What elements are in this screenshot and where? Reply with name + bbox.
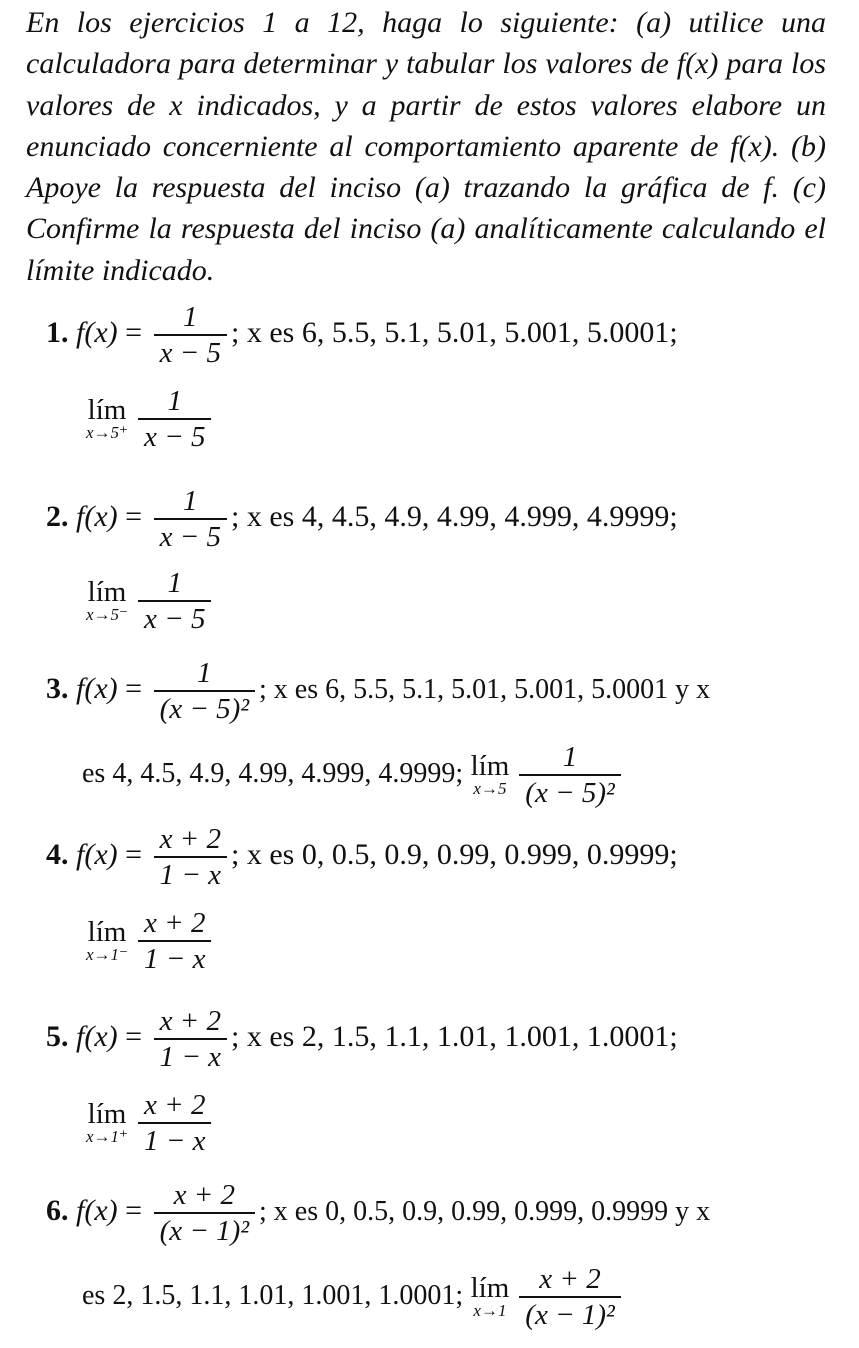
x-values: ; x es 0, 0.5, 0.9, 0.99, 0.999, 0.9999; <box>231 837 678 871</box>
exercise-number: 2. <box>46 499 69 533</box>
limit-subscript: x→5⁻ <box>86 605 129 624</box>
function-name: f(x) <box>76 671 118 705</box>
limit-subscript: x→5⁺ <box>86 423 129 442</box>
function-fraction <box>154 484 227 554</box>
function-name: f(x) <box>76 1019 118 1053</box>
fraction-numerator: x + 2 <box>144 907 206 939</box>
limit-word: lím <box>87 576 127 608</box>
exercise-3-function-line <box>46 656 711 725</box>
exercise-5-limit-line <box>86 1088 215 1157</box>
equals-sign: = <box>125 1019 143 1053</box>
limit-fraction <box>138 1088 211 1158</box>
limit-operator <box>471 752 510 798</box>
fraction-numerator: 1 <box>183 301 198 333</box>
limit-operator <box>471 1274 510 1320</box>
limit-operator <box>86 918 128 964</box>
function-fraction <box>154 1178 255 1248</box>
exercise-3-continuation-line <box>82 740 625 809</box>
instructions-paragraph: En los ejercicios 1 a 12, haga lo siguiente: (a) utilice una calculadora para determinar y tabular los valores de f(x) para los valores de x indicados, y a partir de estos valores elabore un enunciado concerniente al comportamiento aparente de f(x). (b) Apoye la respuesta del inciso (a) trazando la gráfica de f. (c) Confirme la respuesta del inciso (a) analíticamente calculando el límite indicado. <box>26 6 826 287</box>
fraction-denominator: 1 − x <box>138 940 211 976</box>
exercise-number: 1. <box>46 315 69 349</box>
function-name: f(x) <box>76 315 118 349</box>
exercise-number: 4. <box>46 837 69 871</box>
fraction-numerator: x + 2 <box>539 1263 601 1295</box>
limit-word: lím <box>87 1098 127 1130</box>
limit-fraction <box>138 566 211 636</box>
limit-operator <box>86 1100 128 1146</box>
exercise-number: 3. <box>46 671 69 705</box>
function-fraction <box>154 822 227 892</box>
exercise-2-function-line <box>46 484 678 553</box>
limit-word: lím <box>470 1272 510 1304</box>
limit-word: lím <box>87 394 127 426</box>
fraction-denominator: x − 5 <box>154 334 227 370</box>
x-values: ; x es 6, 5.5, 5.1, 5.01, 5.001, 5.0001; <box>231 315 678 349</box>
x-values: ; x es 0, 0.5, 0.9, 0.99, 0.999, 0.9999 y x <box>259 1195 711 1227</box>
fraction-denominator: (x − 1)² <box>154 1212 255 1248</box>
x-values-continued: es 2, 1.5, 1.1, 1.01, 1.001, 1.0001; <box>82 1279 464 1311</box>
function-fraction <box>154 656 255 726</box>
x-values: ; x es 4, 4.5, 4.9, 4.99, 4.999, 4.9999; <box>231 499 678 533</box>
exercise-2-limit-line <box>86 566 215 635</box>
exercise-5-function-line <box>46 1004 678 1073</box>
limit-operator <box>86 396 128 442</box>
fraction-denominator: (x − 5)² <box>519 774 620 810</box>
equals-sign: = <box>125 671 143 705</box>
limit-subscript: x→1⁻ <box>86 945 129 964</box>
fraction-denominator: 1 − x <box>154 1038 227 1074</box>
fraction-denominator: x − 5 <box>138 600 211 636</box>
equals-sign: = <box>125 1193 143 1227</box>
fraction-numerator: 1 <box>167 385 182 417</box>
limit-subscript: x→5 <box>473 779 507 798</box>
function-name: f(x) <box>76 837 118 871</box>
exercise-1-function-line <box>46 300 678 369</box>
function-fraction <box>154 1004 227 1074</box>
equals-sign: = <box>125 315 143 349</box>
exercise-number: 6. <box>46 1193 69 1227</box>
limit-subscript: x→1⁺ <box>86 1127 129 1146</box>
limit-fraction <box>519 1262 620 1332</box>
exercise-4-function-line <box>46 822 678 891</box>
limit-fraction <box>138 384 211 454</box>
fraction-denominator: (x − 1)² <box>519 1296 620 1332</box>
fraction-numerator: 1 <box>562 741 578 773</box>
fraction-numerator: x + 2 <box>159 1005 222 1037</box>
function-name: f(x) <box>76 499 118 533</box>
function-fraction <box>154 300 227 370</box>
limit-word: lím <box>470 750 510 782</box>
exercise-number: 5. <box>46 1019 69 1053</box>
fraction-numerator: 1 <box>167 567 182 599</box>
fraction-denominator: x − 5 <box>138 418 211 454</box>
equals-sign: = <box>125 837 143 871</box>
limit-operator <box>86 578 128 624</box>
limit-fraction <box>138 906 211 976</box>
exercise-4-limit-line <box>86 906 215 975</box>
limit-word: lím <box>87 916 127 948</box>
fraction-numerator: x + 2 <box>144 1089 206 1121</box>
limit-fraction <box>519 740 620 810</box>
x-values: ; x es 6, 5.5, 5.1, 5.01, 5.001, 5.0001 y x <box>259 673 711 705</box>
fraction-numerator: 1 <box>197 657 212 689</box>
exercise-6-continuation-line <box>82 1262 625 1331</box>
fraction-numerator: x + 2 <box>173 1179 236 1211</box>
x-values-continued: es 4, 4.5, 4.9, 4.99, 4.999, 4.9999; <box>82 757 464 789</box>
limit-subscript: x→1 <box>473 1301 507 1320</box>
equals-sign: = <box>125 499 143 533</box>
function-name: f(x) <box>76 1193 118 1227</box>
exercise-6-function-line <box>46 1178 711 1247</box>
x-values: ; x es 2, 1.5, 1.1, 1.01, 1.001, 1.0001; <box>231 1019 678 1053</box>
fraction-denominator: x − 5 <box>154 518 227 554</box>
exercise-1-limit-line <box>86 384 215 453</box>
fraction-denominator: 1 − x <box>154 856 227 892</box>
fraction-denominator: 1 − x <box>138 1122 211 1158</box>
fraction-numerator: 1 <box>183 485 198 517</box>
fraction-numerator: x + 2 <box>159 823 222 855</box>
fraction-denominator: (x − 5)² <box>154 690 255 726</box>
